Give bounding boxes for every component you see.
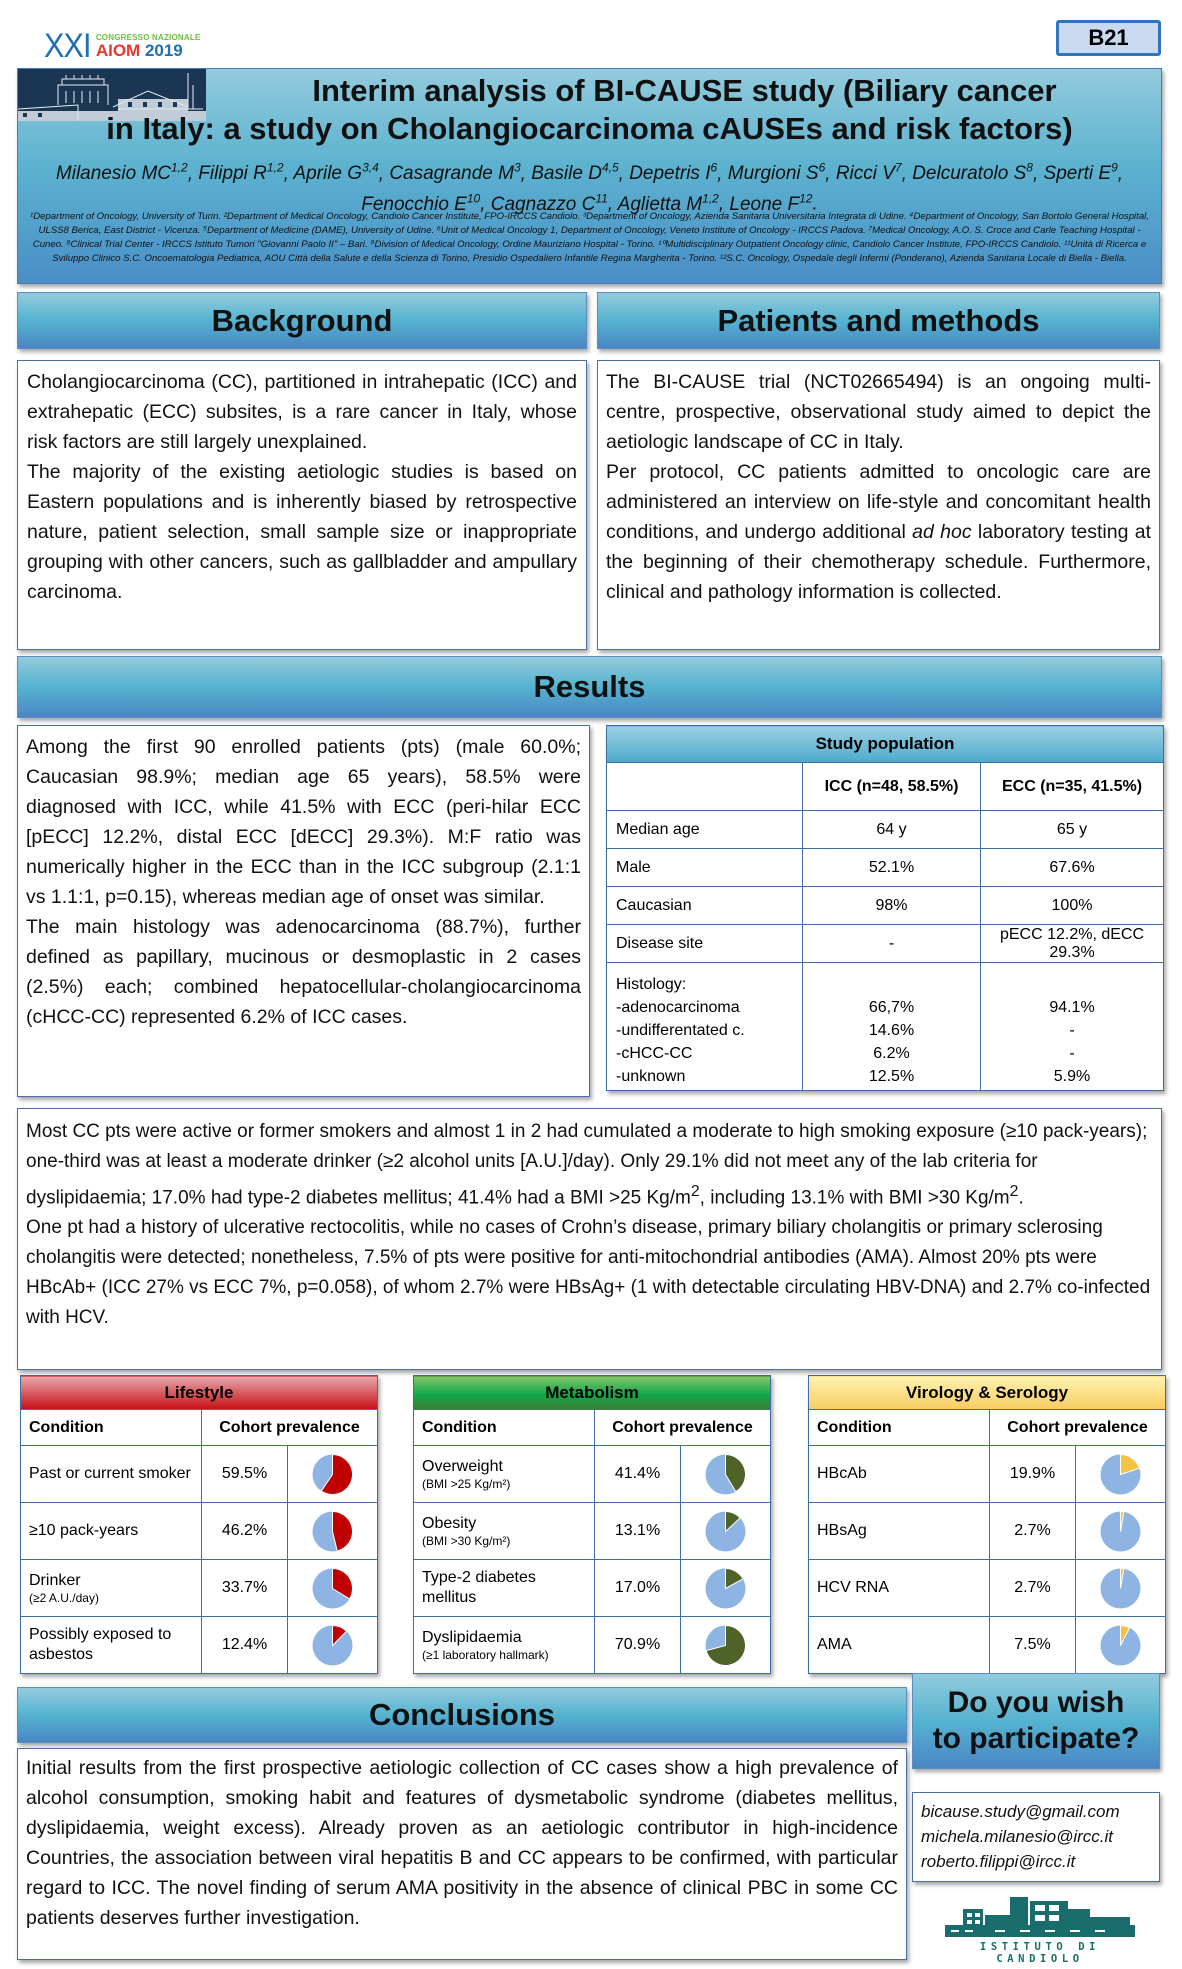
condition-note: (≥2 A.U./day): [29, 1591, 99, 1605]
author: Delcuratolo $S^8$: [912, 161, 1033, 185]
candiolo-building-icon: [945, 1895, 1135, 1941]
pie-chart-icon: [311, 1624, 354, 1667]
conclusions-heading: [17, 1687, 907, 1743]
prevalence-value: 70.9%: [595, 1617, 681, 1674]
author: Filippi R$^{1,2}$: [198, 161, 284, 185]
pie-chart-icon: [311, 1510, 354, 1553]
table-row: Male 52.1% 67.6%: [607, 849, 1164, 887]
prevalence-value: 13.1%: [595, 1503, 681, 1560]
author: Aprile G$^{3,4}$: [293, 161, 379, 185]
background-text: [17, 360, 587, 650]
pie-chart-icon: [311, 1567, 354, 1610]
pie-chart-icon: [1099, 1453, 1142, 1496]
results-detail-text: [17, 1108, 1162, 1370]
author: Cagnazzo $C^{11}$: [490, 191, 608, 215]
table-caption: Metabolism: [414, 1376, 771, 1410]
pie-chart-icon: [1099, 1567, 1142, 1610]
author: Aglietta M$^{1,2}$: [617, 191, 719, 215]
column-header-prevalence: Cohort prevalence: [990, 1410, 1166, 1446]
table-row: [809, 1617, 1166, 1674]
poster-title: [17, 72, 1162, 148]
author: Sperti $E^9$: [1043, 161, 1118, 185]
author: Casagrande $M^3$: [389, 161, 521, 185]
condition-label: Drinker: [29, 1572, 81, 1589]
pie-chart-icon: [704, 1624, 747, 1667]
condition-label: Obesity: [422, 1515, 477, 1532]
condition-label: Type-2 diabetes mellitus: [422, 1569, 536, 1606]
results-paragraph-1: Among the first 90 enrolled patients (pts) (male 60.0%; Caucasian 98.9%; median age 65 years), 58.5% were diagnosed with ICC, while 41.5% with ECC (peri-hilar ECC [pECC] 12.2%, distal ECC [dECC] 29.3%). M:F ratio was numerically higher in the ECC than in the ICC subgroup (2.1:1 vs 1.1:1, p=0.15), whereas median age of onset was similar.: [26, 736, 581, 908]
column-header-icc: ICC (n=48, 58.5%): [803, 763, 981, 811]
table-row: [414, 1617, 771, 1674]
author: Ricci $V^7$: [835, 161, 902, 185]
methods-heading: [597, 292, 1160, 349]
column-header-blank: [607, 763, 803, 811]
prevalence-value: 41.4%: [595, 1446, 681, 1503]
lifestyle-table: [20, 1375, 378, 1674]
pie-chart-icon: [704, 1510, 747, 1553]
conclusions-text: Initial results from the first prospective aetiologic collection of CC cases show a high prevalence of alcohol consumption, smoking habit and features of dysmetabolic syndrome (diabetes mellitus, dyslipidaemia, weight excess). Already proven as an aetiologic contributor in high-incidence Countries, the association between viral hepatitis B and CC appears to be confirmed, with particular regard to ICC. The novel finding of serum AMA positivity in the absence of clinical PBC in some CC patients deserves further investigation.: [17, 1748, 907, 1960]
email-link[interactable]: roberto.filippi@ircc.it: [921, 1852, 1076, 1871]
aiom-2019-logo: [44, 28, 201, 64]
table-caption: Virology & Serology: [809, 1376, 1166, 1410]
column-header-prevalence: Cohort prevalence: [202, 1410, 378, 1446]
pie-chart-icon: [1099, 1510, 1142, 1553]
condition-label: Possibly exposed to asbestos: [29, 1626, 172, 1663]
table-row: [414, 1560, 771, 1617]
prevalence-value: 7.5%: [990, 1617, 1076, 1674]
study-population-caption: Study population: [607, 726, 1164, 763]
results-paragraph-2: The main histology was adenocarcinoma (88.7%), further defined as papillary, mucinous or desmoplastic in 2 cases (2.5%) each; combined hepatocellular-cholangiocarcinoma (cHCC-CC) represented 6.2% of ICC cases.: [26, 916, 581, 1028]
condition-label: HBsAg: [817, 1522, 867, 1539]
institute-name: ISTITUTO DI CANDIOLO: [979, 1941, 1101, 1965]
prevalence-value: 17.0%: [595, 1560, 681, 1617]
prevalence-value: 2.7%: [990, 1560, 1076, 1617]
column-header-condition: Condition: [21, 1410, 202, 1446]
table-row: [21, 1617, 378, 1674]
table-row: [809, 1446, 1166, 1503]
condition-note: (BMI >25 Kg/m²): [422, 1477, 511, 1491]
table-row-histology: Histology: -adenocarcinoma -undifferentated c. -cHCC-CC -unknown 66,7% 14.6% 6.2% 12.5% 94.1% - - 5.9%: [607, 963, 1164, 1091]
condition-label: Past or current smoker: [29, 1465, 191, 1482]
pie-chart-icon: [1099, 1624, 1142, 1667]
condition-label: HBcAb: [817, 1465, 867, 1482]
methods-paragraph-1: The BI-CAUSE trial (NCT02665494) is an ongoing multi-centre, prospective, observational study aimed to depict the aetiologic landscape of CC in Italy.: [606, 371, 1151, 453]
column-header-condition: Condition: [809, 1410, 990, 1446]
condition-label: AMA: [817, 1636, 852, 1653]
author: Basile D$^{4,5}$: [531, 161, 619, 185]
contact-emails: [912, 1792, 1160, 1882]
poster-id-badge: B21: [1056, 20, 1161, 56]
pie-chart-icon: [311, 1453, 354, 1496]
ad-hoc-italic: ad hoc: [912, 521, 972, 543]
author: Leone $F^{12}$: [729, 191, 813, 215]
table-row: Median age 64 y 65 y: [607, 811, 1164, 849]
methods-heading-text: Patients and methods: [717, 302, 1040, 338]
author: Milanesio MC$^{1,2}$: [55, 161, 188, 185]
prevalence-value: 46.2%: [202, 1503, 288, 1560]
istituto-candiolo-logo: [945, 1895, 1135, 1965]
logo-brand: AIOM: [95, 40, 141, 60]
results-heading-text: Results: [533, 669, 646, 704]
table-caption: Lifestyle: [21, 1376, 378, 1410]
condition-label: Dyslipidaemia: [422, 1629, 522, 1646]
results-heading: [17, 656, 1162, 718]
author: Murgioni $S^6$: [727, 161, 826, 185]
prevalence-value: 2.7%: [990, 1503, 1076, 1560]
title-line-1: Interim analysis of BI-CAUSE study (Biliary cancer: [312, 73, 1057, 108]
condition-label: Overweight: [422, 1458, 503, 1475]
background-heading-text: Background: [211, 302, 393, 338]
results-paragraph-4: One pt had a history of ulcerative rectocolitis, while no cases of Crohn’s disease, primary biliary cholangitis or primary sclerosing cholangitis were detected; nonetheless, 7.5% of pts were positive for anti-mitochondrial antibodies (AMA). Almost 20% pts were HBcAb+ (ICC 27% vs ECC 7%, p=0.058), of whom 2.7% were HBsAg+ (1 with detectable circulating HBV-DNA) and 2.7% co-infected with HCV.: [26, 1217, 1151, 1329]
table-row: [21, 1503, 378, 1560]
results-summary-text: [17, 725, 590, 1097]
methods-text: [597, 360, 1160, 650]
table-row: Caucasian 98% 100%: [607, 887, 1164, 925]
email-link[interactable]: michela.milanesio@ircc.it: [921, 1827, 1114, 1846]
methods-paragraph-2: Per protocol, CC patients admitted to oncologic care are administered an interview on life-style and concomitant health conditions, and undergo additional ad hoc laboratory testing at the beginning of their chemotherapy schedule. Furthermore, clinical and pathology information is collected.: [606, 461, 1151, 603]
conclusions-heading-text: Conclusions: [368, 1697, 555, 1732]
background-heading: [17, 292, 587, 349]
prevalence-value: 59.5%: [202, 1446, 288, 1503]
participate-heading: [912, 1673, 1160, 1769]
table-row: [414, 1446, 771, 1503]
title-line-2: in Italy: a study on Cholangiocarcinoma cAUSEs and risk factors): [106, 111, 1073, 146]
metabolism-table: [413, 1375, 771, 1674]
condition-note: (BMI >30 Kg/m²): [422, 1534, 511, 1548]
table-row: Disease site - pECC 12.2%, dECC 29.3%: [607, 925, 1164, 963]
logo-year: 2019: [144, 40, 183, 60]
participate-line-2: to participate?: [932, 1722, 1140, 1755]
table-row: [21, 1446, 378, 1503]
author-list: Milanesio MC$^{1,2}$, Filippi R$^{1,2}$, Aprile G$^{3,4}$, Casagrande $M^3$, Basile D$^{4,5}$, Depetris $I^6$, Murgioni $S^6$, Ricci $V^7$, Delcuratolo $S^8$, Sperti $E^9$, Fenocchio $E^{10}$, Cagnazzo $C^{11}$, Aglietta M$^{1,2}$, Leone $F^{12}$.: [55, 161, 1124, 215]
email-link[interactable]: bicause.study@gmail.com: [921, 1802, 1120, 1821]
logo-numeral: XXI: [44, 27, 91, 65]
condition-note: (≥1 laboratory hallmark): [422, 1648, 549, 1662]
results-paragraph-3: Most CC pts were active or former smokers and almost 1 in 2 had cumulated a moderate to high smoking exposure (≥10 pack-years); one-third was at least a moderate drinker (≥2 alcohol units [A.U.]/day). Only 29.1% did not meet any of the lab criteria for dyslipidaemia; 17.0% had type-2 diabetes mellitus; 41.4% had a BMI >25 $Kg/m^2$, including 13.1% with BMI >30 $Kg/m^2$.: [26, 1121, 1148, 1209]
participate-line-1: Do you wish: [947, 1686, 1125, 1719]
pie-chart-icon: [704, 1453, 747, 1496]
author: Fenocchio $E^{10}$: [361, 191, 481, 215]
column-header-condition: Condition: [414, 1410, 595, 1446]
condition-label: HCV RNA: [817, 1579, 890, 1596]
table-row: [809, 1503, 1166, 1560]
column-header-prevalence: Cohort prevalence: [595, 1410, 771, 1446]
affiliations: ¹Department of Oncology, University of Turin. ²Department of Medical Oncology, Candiolo Cancer Institute, FPO-IRCCS Candiolo. ³Department of Oncology, Azienda Sanitaria Universitaria Integrata di Udine. ⁴Department of Oncology, San Bortolo General Hospital, ULSS8 Berica, East District - Vicenza. ⁵Department of Medicine (DAME), University of Udine. ⁶Unit of Medical Oncology 1, Department of Oncology, Veneto Institute of Oncology - IRCCS Padova. ⁷Medical Oncology, A.O. S. Croce and Carle Teaching Hospital - Cuneo. ⁸Clinical Trial Center - IRCCS Istituto Tumori "Giovanni Paolo II" – Bari. ⁹Division of Medical Oncology, Ordine Mauriziano Hospital - Torino. ¹⁰Multidisciplinary Outpatient Oncology clinic, Candiolo Cancer Institute, FPO-IRCCS Candiolo. ¹¹Unità di Ricerca e Sviluppo Clinico S.C. Oncoematologia Pediatrica, AOU Città della Salute e della Scienza di Torino, Presidio Ospedaliero Infantile Regina Margherita - Torino. ¹²S.C. Oncology, Ospedale degli Infermi (Ponderano), Azienda Sanitaria Locale di Biella - Biella.: [30, 211, 1149, 264]
study-population-table: [606, 725, 1164, 1091]
background-paragraph-2: The majority of the existing aetiologic studies is based on Eastern populations and is inherently biased by retrospective nature, patient selection, small sample size or inappropriate grouping with other cancers, such as gallbladder and ampullary carcinoma.: [27, 461, 577, 603]
table-row: [809, 1560, 1166, 1617]
table-row: [21, 1560, 378, 1617]
prevalence-value: 19.9%: [990, 1446, 1076, 1503]
author: Depetris $I^6$: [629, 161, 718, 185]
table-row: [414, 1503, 771, 1560]
background-paragraph-1: Cholangiocarcinoma (CC), partitioned in intrahepatic (ICC) and extrahepatic (ECC) subsites, is a rare cancer in Italy, whose risk factors are still largely unexplained.: [27, 371, 577, 453]
virology-serology-table: [808, 1375, 1166, 1674]
column-header-ecc: ECC (n=35, 41.5%): [981, 763, 1164, 811]
prevalence-value: 12.4%: [202, 1617, 288, 1674]
logo-subtitle: CONGRESSO NAZIONALE: [95, 32, 201, 42]
prevalence-value: 33.7%: [202, 1560, 288, 1617]
pie-chart-icon: [704, 1567, 747, 1610]
condition-label: ≥10 pack-years: [29, 1522, 139, 1539]
